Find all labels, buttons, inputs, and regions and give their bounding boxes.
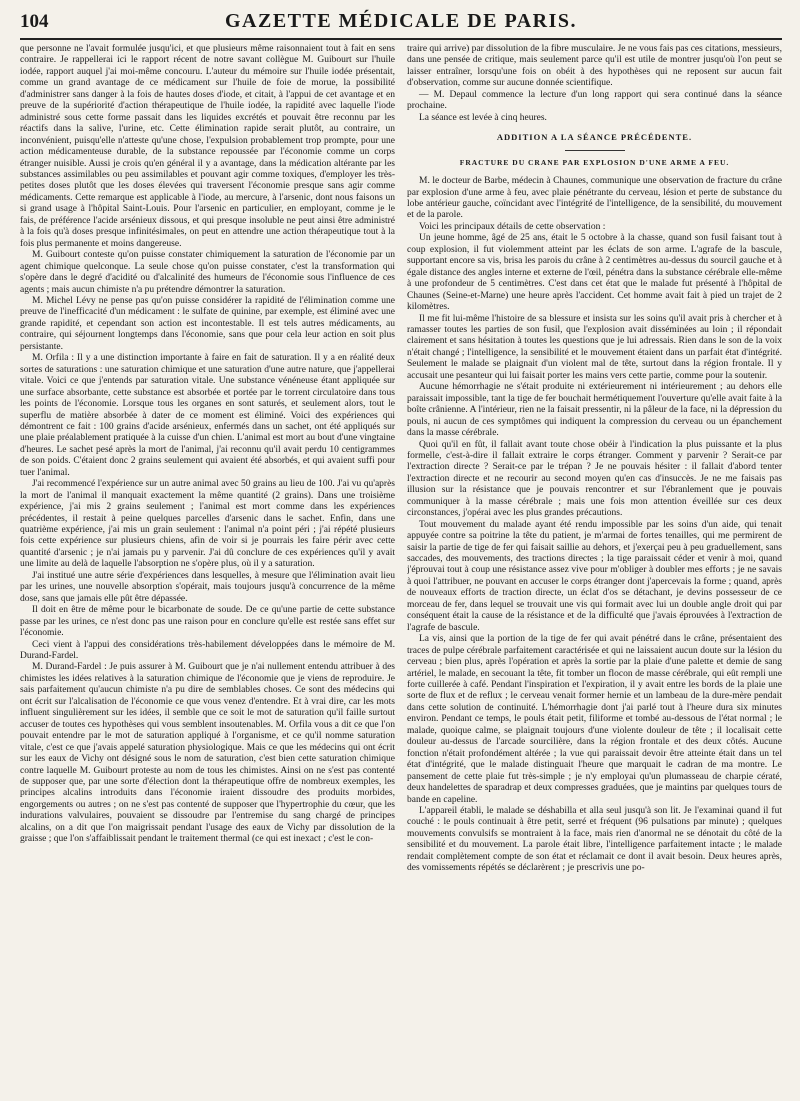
paragraph: L'appareil établi, le malade se déshabilla et alla seul jusqu'à son lit. Je l'examinai quand il fut couché : le pouls continuait à être petit, serré et fréquent (96 pulsations par minute) ; quelques mouvements convulsifs se montraient à la face, mais rien d'anormal ne se dénotait du côté de la sensibilité et du mouvement. La parole était libre, l'intelligence parfaitement intacte ; le malade rendait complètement compte de son état et réclamait ce dont il avait besoin. Deux heures après, des vomissements répétés se déclarèrent ; je prescrivis une po- [407, 806, 782, 874]
paragraph: Un jeune homme, âgé de 25 ans, était le 5 octobre à la chasse, quand son fusil faisant tout à coup explosion, il fut violemment atteint par les éclats de son arme. L'agrafe de la bascule, supportant encore sa vis, brisa les parois du crâne à 2 centimètres au-dessus du sourcil gauche et à égale distance des angles interne et externe de l'œil, pénétra dans la substance cérébrale elle-même à une profondeur de 5 centimètres. C'est dans cet état que le malade fut présenté à l'hôpital de Chaunes (Seine-et-Marne) une heure après l'accident. Cet homme avait fait à pied un trajet de 2 kilomètres. [407, 233, 782, 313]
section-subtitle: FRACTURE DU CRANE PAR EXPLOSION D'UNE ARME A FEU. [459, 157, 730, 167]
paragraph: — M. Depaul commence la lecture d'un long rapport qui sera continué dans la séance prochaine. [407, 89, 782, 112]
header-rule [20, 38, 782, 40]
page-header [20, 10, 782, 36]
paragraph: que personne ne l'avait formulée jusqu'ici, et que plusieurs même raisonnaient tout à fait en sens contraire. Je rappellerai ici le rapport récent de notre savant collègue M. Guibourt sur l'huile iodée, rapport auquel j'ai moi-même concouru. L'auteur du mémoire sur l'huile iodée présentait, comme un grand avantage de ce médicament sur l'huile de foie de morue, la possibilité d'administrer sans danger à la fois de hautes doses d'iode, et citait, à l'appui de cet avantage et en preuve de la supériorité d'action thérapeutique de l'huile iodée, la rapidité avec laquelle l'iode administré sous cette forme passait dans les liquides excrétés et pouvait être reconnu par les réactifs dans la salive, l'urine, etc. Cette élimination rapide serait plutôt, au contraire, un inconvénient, puisqu'elle n'atteste qu'une chose, l'expulsion probablement trop prompte, pour une action médicamenteuse durable, de la substance repoussée par l'économie comme un corps étranger nuisible. Aussi je crois qu'en général il y a avantage, dans la médication altérante par les substances assimilables ou peu assimilables et pouvant agir comme toxiques, d'employer les très-petites doses plutôt que les doses élevées qui traversent l'économie presque sans agir comme médicaments. Cette remarque est applicable à l'iode, au mercure, à l'arsenic, dont nous faisons un si grand usage à l'hôpital Saint-Louis. Pour l'arsenic en particulier, en employant, comme je le fais, de préférence l'acide arsénieux dissous, et qui presque insoluble ne peut ainsi être administré à la fois qu'à doses presque infinitésimales, on peut en attendre une action thérapeutique tout à la fois plus permanente et moins dangereuse. [20, 44, 395, 249]
paragraph: M. Guibourt conteste qu'on puisse constater chimiquement la saturation de l'économie par un agent chimique quelconque. La seule chose qu'on puisse constater, c'est la transformation qui s'opère dans le degré d'acidité ou d'alcalinité des humeurs de l'économie sous l'influence de ces agents ; mais aucun chimiste n'a pu prétendre démontrer la saturation. [20, 250, 395, 295]
section-title: ADDITION A LA SÉANCE PRÉCÉDENTE. [496, 132, 693, 143]
left-column [20, 44, 395, 1096]
paragraph: La vis, ainsi que la portion de la tige de fer qui avait pénétré dans le crâne, présentaient des traces de pulpe cérébrale parfaitement caractérisée et qui ne laissaient aucun doute sur la lésion du cerveau ; bien plus, après l'opération et après la sortie par la plaie d'une palette et demie de sang artériel, le malade, en secouant la tête, fit tomber un flocon de masse cérébrale, qui eût rempli une forte cuillerée à café. Pendant l'inspiration et l'expiration, il y avait entre les bords de la plaie une sorte de flux et de reflux ; le cerveau venait former hernie et un lambeau de la dure-mère pendait dans cette solution de continuité. L'hémorrhagie dont j'ai parlé tout à l'heure dura six minutes environ. Pendant ce temps, le pouls était petit, filiforme et tombé au-dessous de l'état normal ; le malade, quoique calme, se plaignait toujours d'une violente douleur de tête ; il localisait cette douleur au-dessus de l'arcade sourcilière, dans la région frontale et des deux côtés. Aucune fonction n'était profondément altérée ; la vue qui paraissait devoir être atteinte était dans un tel état d'intégrité, que le malade distinguait l'heure que marquait le cadran de ma montre. Le pansement de cette plaie fut très-simple ; je n'y employai qu'un plumasseau de charpie cératé, deux handelettes de sparadrap et deux compresses graduées, que je maintins par quelques tours de bande en capeline. [407, 634, 782, 805]
paragraph: Ceci vient à l'appui des considérations très-habilement développées dans le mémoire de M. Durand-Fardel. [20, 639, 395, 662]
paragraph: Tout mouvement du malade ayant été rendu impossible par les soins d'un aide, qui tenait appuyée contre sa poitrine la tête du patient, je m'armai de fortes tenailles, qui me permirent de saisir la partie de tige de fer qui faisait saillie au dehors, et j'exerçai peu à peu graduellement, sans saccades, des mouvements, des tractions directes ; la tige paraissait céder et venir à moi, quand j'éprouvai tout à coup une résistance assez vive pour m'obliger à doubler mes efforts ; je ne savais à quoi l'attribuer, ne pouvant en accuser le corps étranger dont j'apercevais la forme ; quand, après de nouveaux efforts de traction directe, un éclat d'os se détachant, je devins possesseur de ce morceau de fer, dans lequel se trouvait une vis qui formait avec lui un double angle droit qui par conséquent était la cause de la résistance et de la difficulté que j'avais éprouvées à l'extraction de l'agrafe de bascule. [407, 519, 782, 633]
paragraph: Quoi qu'il en fût, il fallait avant toute chose obéir à l'indication la plus puissante et la plus formelle, c'est-à-dire il fallait extraire le corps étranger. Comment y parvenir ? Serait-ce par l'extraction directe ? Serait-ce par le trépan ? Je ne pouvais hésiter : il fallait d'abord tenter l'extraction directe et ne recourir au second moyen qu'en cas d'insuccès. Je ne me faisais pas illusion sur la résistance que je pouvais rencontrer et sur l'ébranlement que je pouvais communiquer à la masse cérébrale ; mais une fois mon attention éveillée sur ces deux circonstances, j'opérai avec les plus grandes précautions. [407, 439, 782, 519]
paragraph: Aucune hémorrhagie ne s'était produite ni extérieurement ni intérieurement ; au dehors elle paraissait impossible, tant la tige de fer bouchait hermétiquement l'ouverture qu'elle avait faite à la boîte crânienne. A l'intérieur, rien ne la faisait pressentir, ni la pâleur de la face, ni la dépression du pouls, ni aucun de ces symptômes qui indiquent la compression du cerveau ou un épanchement dans la masse cérébrale. [407, 382, 782, 439]
paragraph: J'ai recommencé l'expérience sur un autre animal avec 50 grains au lieu de 100. J'ai vu qu'après la mort de l'animal il manquait exactement la même quantité (2 grains). Dans une troisième expérience, j'ai mis 2 grains seulement ; l'animal est mort comme dans les expériences précédentes, il restait à peine quelques parcelles d'arsenic dans le sachet. Enfin, dans une quatrième expérience, j'ai mis un grain seulement : l'animal n'a point péri ; j'ai répété plusieurs fois cette expérience sur plusieurs chiens, afin de voir si je pourrais les faire périr avec cette quantité d'arsenic ; je n'ai jamais pu y parvenir. J'ai dû conclure de ces expériences qu'il y avait une limite au delà de laquelle l'absorption ne s'opère plus, où il y a saturation. [20, 479, 395, 570]
section-divider [565, 150, 625, 151]
article-columns [20, 44, 782, 1096]
paragraph: J'ai institué une autre série d'expériences dans lesquelles, à mesure que l'élimination avait lieu par les urines, une nouvelle absorption s'opérait, mais toujours jusqu'à concurrence de la même dose, sans que jamais elle pût être dépassée. [20, 570, 395, 604]
paragraph: traire qui arrive) par dissolution de la fibre musculaire. Je ne vous fais pas ces citations, messieurs, dans une pensée de critique, mais seulement parce qu'il est utile de montrer jusqu'où l'on peut se laisser entraîner, lorsqu'une fois on obéit à des hypothèses qui ne reposent sur aucun fait d'observation, comme sur aucune donnée scientifique. [407, 44, 782, 89]
paragraph: M. le docteur de Barbe, médecin à Chaunes, communique une observation de fracture du crâne par explosion d'une arme à feu, avec plaie pénétrante du cerveau, lésion et perte de substance du lobe antérieur gauche, coïncidant avec l'intégrité de l'intelligence, de la sensibilité, du mouvement et de la parole. [407, 176, 782, 221]
paragraph: La séance est levée à cinq heures. [419, 112, 547, 123]
paragraph: Voici les principaux détails de cette observation : [419, 221, 606, 232]
paragraph: Il me fit lui-même l'histoire de sa blessure et insista sur les soins qu'il avait pris à chercher et à ramasser toutes les parties de son fusil, que l'explosion avait disséminées au loin ; il répondait clairement et sans hésitation à toutes les questions que je lui adressais. Rien dans le son de la voix n'était changé ; l'intelligence, la sensibilité et le mouvement étaient dans un parfait état d'intégrité. Seulement le malade se plaignait d'un violent mal de tête, surtout dans la région frontale. Il y accusait une pesanteur qui lui faisait porter les mains vers cette partie, comme pour la soutenir. [407, 313, 782, 381]
journal-title: GAZETTE MÉDICALE DE PARIS. [224, 10, 578, 32]
paragraph: M. Michel Lévy ne pense pas qu'on puisse considérer la rapidité de l'élimination comme une preuve de l'inefficacité d'un médicament : le sulfate de quinine, par exemple, est éliminé avec une grande rapidité, et cependant son action est incontestable. Il est tels autres médicaments, au contraire, qui séjournent longtemps dans l'économie, sans que pour cela leur action en soit plus persistante. [20, 295, 395, 352]
right-column [407, 44, 782, 1096]
paragraph: M. Durand-Fardel : Je puis assurer à M. Guibourt que je n'ai nullement entendu attribuer à des chimistes les idées relatives à la saturation chimique de l'économie que je viens de reproduire. Je sais parfaitement qu'aucun chimiste n'a pu dire de semblables choses. Ce sont des médecins qui ont écrit sur l'alcalisation de l'économie ce que vous venez d'entendre. Et à vrai dire, car les mots influent singulièrement sur les idées, il semble que ce soit le mot de saturation qu'il faille surtout accuser de toutes ces hypothèses qui vous semblent insoutenables. M. Orfila vous a dit ce que l'on pouvait entendre par le mot de saturation appliqué à l'organisme, et ce qu'il nomme saturation vitale, c'est ce que j'avais appelé saturation physiologique. Mais ce que les médecins qui ont écrit sur les eaux de Vichy ont désigné sous le nom de saturation, c'est bien cette saturation chimique contre laquelle M. Guibourt proteste au nom de tous les chimistes. Ainsi on ne s'est pas contenté de supposer que, par une sorte d'élection dont la thérapeutique offre de nombreux exemples, les principes alcalins introduits dans l'économie iraient dissoudre des produits morbides, engorgements ou autres ; on ne s'est pas contenté de supposer que l'hypertrophie du cœur, que les indurations valvulaires, pouvaient se dissoudre par l'entremise du sang chargé de principes alcalins, on a dit que l'on maigrissait pendant l'usage des eaux de Vichy par dissolution de la graisse ; que l'on s'affaiblissait pendant le traitement thermal (ce qui est inexact ; c'est le con- [20, 662, 395, 845]
paragraph: Il doit en être de même pour le bicarbonate de soude. De ce qu'une partie de cette substance passe par les urines, ce n'est donc pas une raison pour en conclure qu'elle est restée sans effet sur l'économie. [20, 605, 395, 639]
page-number: 104 [20, 11, 49, 32]
paragraph: M. Orfila : Il y a une distinction importante à faire en fait de saturation. Il y a en réalité deux sortes de saturations : une saturation chimique et une saturation d'une autre nature, que j'appellerai vitale. Voici ce que j'entends par saturation vitale. Une substance vénéneuse étant appliquée sur une surface absorbante, cette substance est absorbée et portée par le torrent circulatoire dans tous les points de l'économie. Lorsque tous les organes en sont saturés, et seulement alors, tout le superflu de matière absorbée à dater de ce moment est éliminé. Voici des expériences qui démontrent ce fait : 100 grains d'acide arsénieux, enfermés dans un sachet, ont été appliqués sur une plaie préalablement pratiquée à la cuisse d'un chien. L'animal est mort au bout d'une vingtaine d'heures. Le sachet pesé après la mort de l'animal, j'ai reconnu qu'il avait perdu 10 centigrammes de son poids. C'étaient donc 2 grains seulement qui avaient été absorbés, et qui avaient suffi pour tuer l'animal. [20, 353, 395, 478]
